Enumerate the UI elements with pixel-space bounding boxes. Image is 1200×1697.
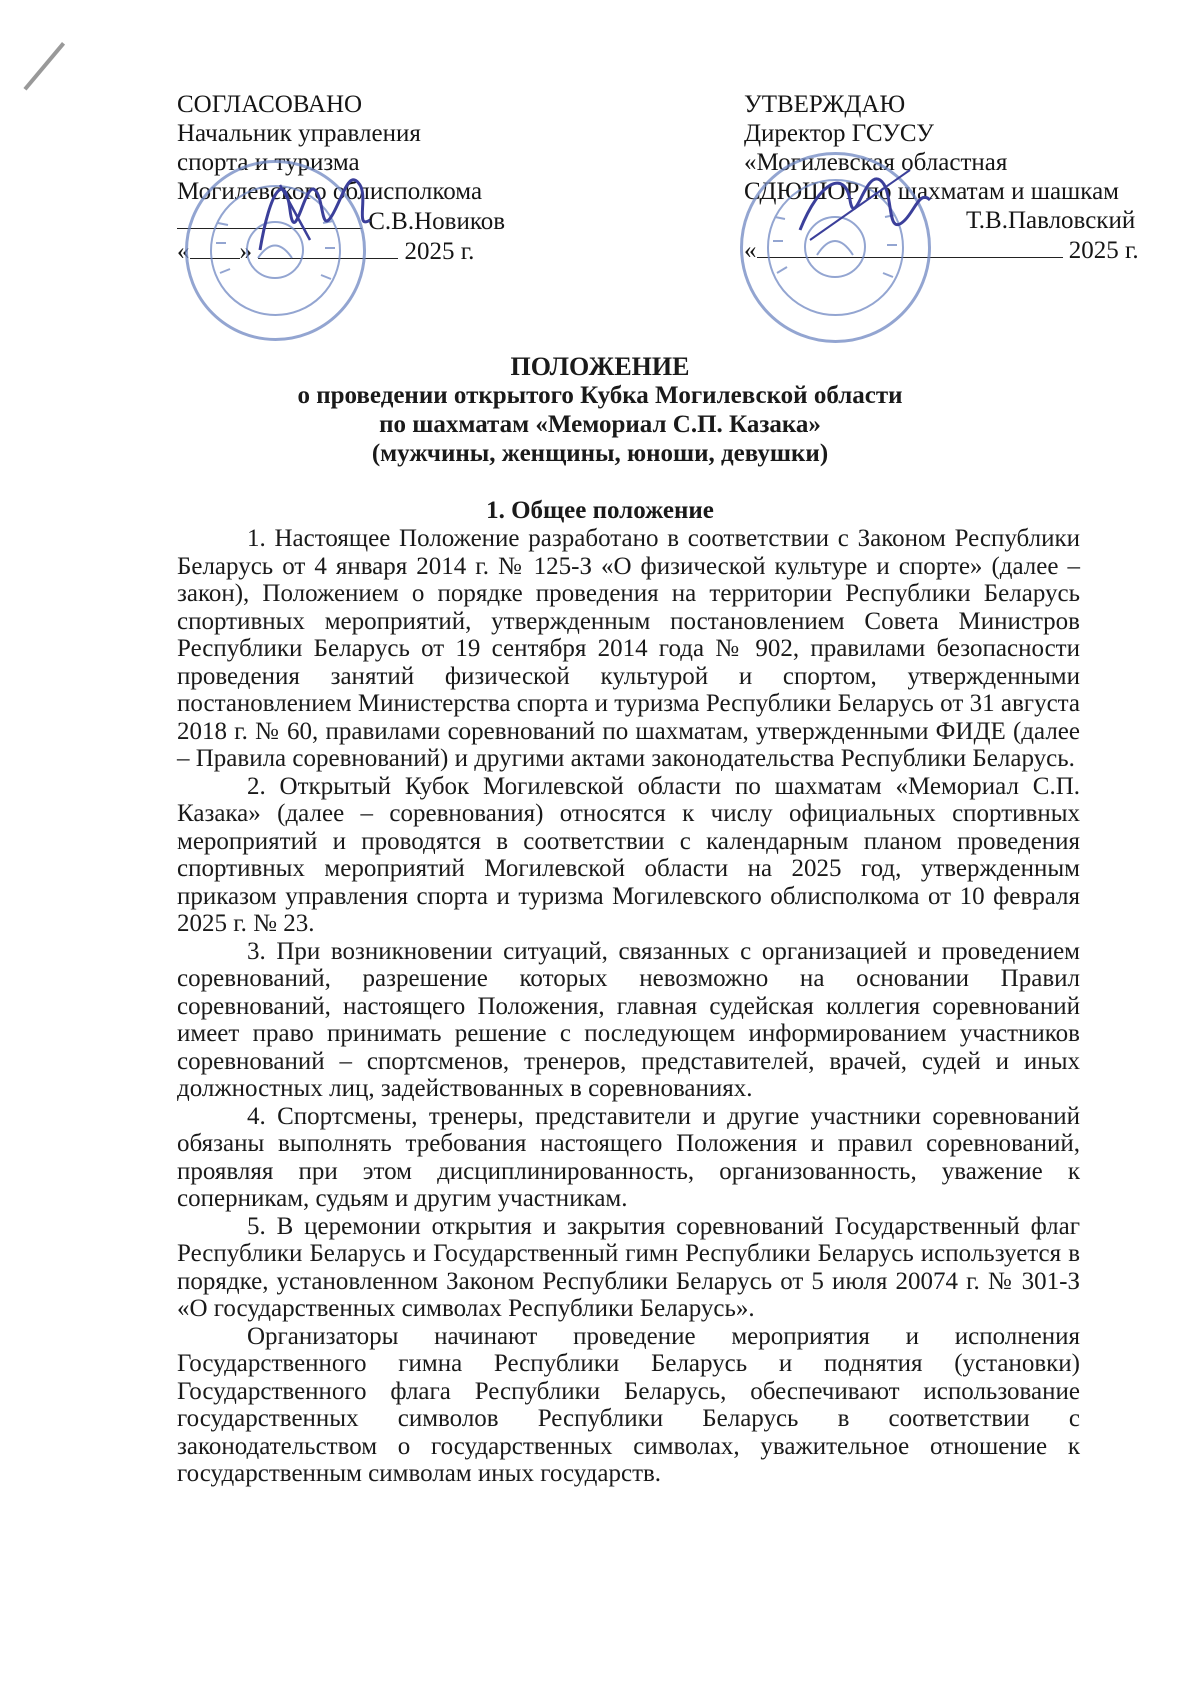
title-line4: (мужчины, женщины, юноши, девушки) [371, 440, 829, 467]
approval-right-line3: СДЮШОР по шахматам и шашкам [744, 178, 1119, 205]
paragraph-6: Организаторы начинают проведение мероприятия и исполнения Государственного гимна Республики Беларусь и поднятия (установки) Государственного флага Республики Беларусь, обеспечивают использование государственных символов Республики Беларусь в соответствии с законодательством о государственных символах, уважительное отношение к государственным символам иных государств. [177, 1322, 1080, 1487]
title-main: ПОЛОЖЕНИЕ [510, 352, 690, 381]
approval-left-heading: СОГЛАСОВАНО [177, 91, 363, 118]
section-body [177, 525, 1080, 1488]
approval-right-line1: Директор ГСУСУ [744, 120, 934, 147]
approval-right-year: 2025 г. [1068, 237, 1139, 264]
approval-left-line1: Начальник управления [177, 120, 421, 147]
approval-right-line2: «Могилевская областная [744, 149, 1008, 176]
title-line3: по шахматам «Мемориал С.П. Казака» [379, 411, 821, 438]
section-heading: 1. Общее положение [486, 497, 714, 524]
signature-left [250, 150, 390, 270]
signature-right [790, 150, 940, 260]
date-open-quote: « [744, 237, 757, 264]
date-close-quote: » [239, 238, 252, 265]
paragraph-2: 2. Открытый Кубок Могилевской области по шахматам «Мемориал С.П. Казака» (далее – соревнования) относятся к числу официальных спортивных мероприятий и проводятся в соответствии с календарным планом проведения спортивных мероприятий Могилевской области на 2025 год, утвержденным приказом управления спорта и туризма Могилевского облисполкома от 10 февраля 2025 г. № 23. [177, 772, 1080, 937]
document-title [200, 352, 1000, 468]
scan-mark [23, 42, 65, 91]
approval-right-heading: УТВЕРЖДАЮ [744, 91, 906, 118]
approval-right-signer: Т.В.Павловский [966, 207, 1136, 234]
date-open-quote: « [177, 238, 190, 265]
paragraph-1: 1. Настоящее Положение разработано в соответствии с Законом Республики Беларусь от 4 января 2014 г. № 125-З «О физической культуре и спорте» (далее – закон), Положением о порядке проведения на территории Республики Беларусь спортивных мероприятий, утвержденным постановлением Совета Министров Республики Беларусь от 19 сентября 2014 года № 902, правилами безопасности проведения занятий физической культурой и спортом, утвержденными постановлением Министерства спорта и туризма Республики Беларусь от 31 августа 2018 г. № 60, правилами соревнований по шахматам, утвержденными ФИДЕ (далее – Правила соревнований) и другими актами законодательства Республики Беларусь. [177, 525, 1080, 772]
paragraph-4: 4. Спортсмены, тренеры, представители и другие участники соревнований обязаны выполнять требования настоящего Положения и правил соревнований, проявляя при этом дисциплинированность, организованность, уважение к соперникам, судьям и другим участникам. [177, 1102, 1080, 1212]
approval-left-line2: спорта и туризма [177, 149, 360, 176]
approval-left-line3: Могилевского облисполкома [177, 178, 483, 205]
approval-left-year: 2025 г. [404, 238, 475, 265]
title-line2: о проведении открытого Кубка Могилевской области [297, 382, 903, 409]
approval-left-signer: С.В.Новиков [368, 208, 506, 235]
paragraph-5: 5. В церемонии открытия и закрытия соревнований Государственный флаг Республики Беларусь и Государственный гимн Республики Беларусь используется в порядке, установленном Законом Республики Беларусь от 5 июля 20074 г. № 301-З «О государственных символах Республики Беларусь». [177, 1212, 1080, 1322]
paragraph-3: 3. При возникновении ситуаций, связанных с организацией и проведением соревнований, разрешение которых невозможно на основании Правил соревнований, настоящего Положения, главная судейская коллегия соревнований имеет право принимать решение с последующем информированием участников соревнований – спортсменов, тренеров, представителей, врачей, судей и иных должностных лиц, задействованных в соревнованиях. [177, 937, 1080, 1102]
